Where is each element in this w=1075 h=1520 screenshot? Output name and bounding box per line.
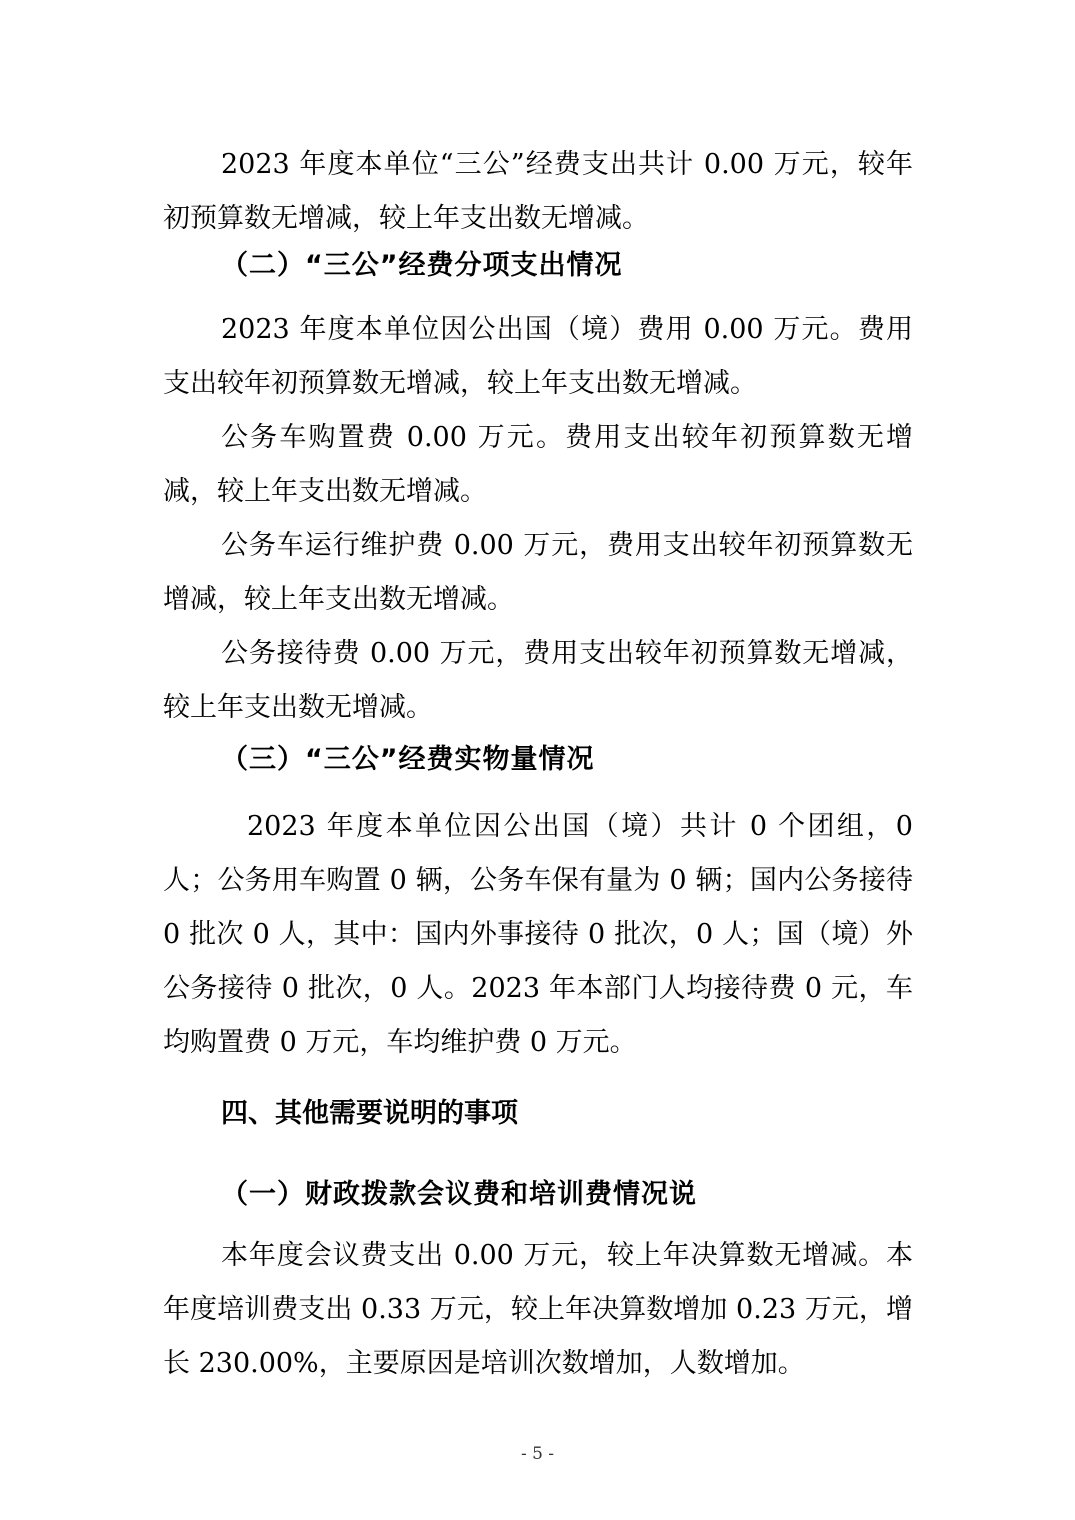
paragraph-overseas-travel: 2023 年度本单位因公出国（境）费用 0.00 万元。费用支出较年初预算数无增减，较上年支出数无增减。 bbox=[163, 314, 913, 399]
paragraph-physical-quantities: 2023 年度本单位因公出国（境）共计 0 个团组，0 人；公务用车购置 0 辆，公务车保有量为 0 辆；国内公务接待 0 批次 0 人，其中：国内外事接待 0 批次，0 人；国（境）外公务接待 0 批次，0 人。2023 年本部门人均接待费 0 元，车均购置费 0 万元，车均维护费 0 万元。 bbox=[163, 811, 913, 1058]
section-heading-other-matters: 四、其他需要说明的事项 bbox=[221, 1098, 518, 1129]
subheading-sangong-physical: （三）“三公”经费实物量情况 bbox=[221, 744, 595, 775]
paragraph-vehicle-maintenance: 公务车运行维护费 0.00 万元，费用支出较年初预算数无增减，较上年支出数无增减。 bbox=[163, 530, 913, 615]
paragraph-vehicle-purchase: 公务车购置费 0.00 万元。费用支出较年初预算数无增减，较上年支出数无增减。 bbox=[163, 422, 913, 507]
paragraph-sangong-total: 2023 年度本单位“三公”经费支出共计 0.00 万元，较年初预算数无增减，较上年支出数无增减。 bbox=[163, 149, 913, 234]
paragraph-meeting-training-costs: 本年度会议费支出 0.00 万元，较上年决算数无增减。本年度培训费支出 0.33 万元，较上年决算数增加 0.23 万元，增长 230.00%，主要原因是培训次数增加，人数增加。 bbox=[163, 1240, 913, 1379]
page-number: - 5 - bbox=[520, 1444, 555, 1464]
subheading-sangong-itemized: （二）“三公”经费分项支出情况 bbox=[221, 250, 623, 281]
subheading-meeting-training: （一）财政拨款会议费和培训费情况说 bbox=[221, 1179, 697, 1210]
paragraph-official-reception: 公务接待费 0.00 万元，费用支出较年初预算数无增减，较上年支出数无增减。 bbox=[163, 638, 913, 723]
